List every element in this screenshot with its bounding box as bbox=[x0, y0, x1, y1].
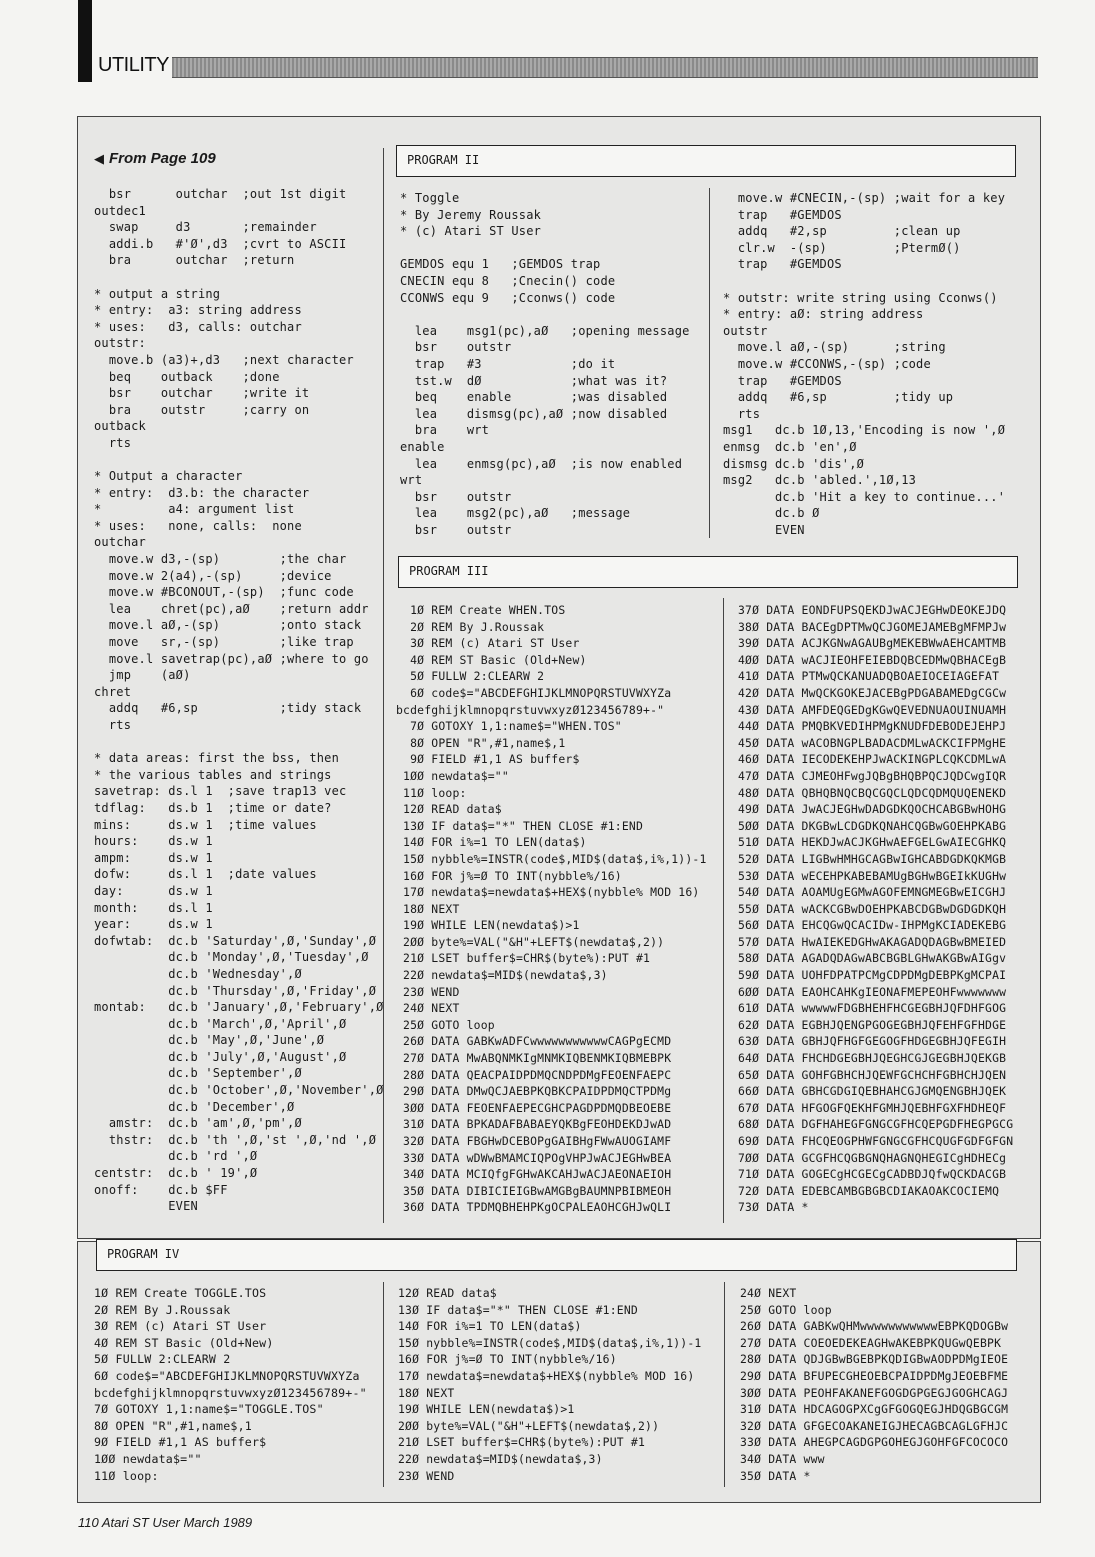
code-line: dismsg dc.b 'dis',Ø bbox=[723, 456, 865, 471]
code-line: dc.b 'March',Ø,'April',Ø bbox=[94, 1016, 347, 1031]
continuation-text: From Page 109 bbox=[109, 150, 216, 167]
code-line: dc.b 'October',Ø,'November',Ø bbox=[94, 1083, 384, 1098]
code-line: 68Ø DATA DGFHAHEGFGNGCGFHCQEPGDFHEGPGCG bbox=[738, 1117, 1014, 1132]
code-line: savetrap: ds.l 1 ;save trap13 vec bbox=[94, 784, 347, 799]
code-line: * the various tables and strings bbox=[94, 767, 332, 782]
code-line: * entry: d3.b: the character bbox=[94, 485, 310, 500]
code-line: 48Ø DATA QBHQBNQCBQCGQCLQDCQDMQUQENEKD bbox=[738, 785, 1007, 800]
code-line: 62Ø DATA EGBHJQENGPGOGEGBHJQFEHFGFHDGE bbox=[738, 1017, 1007, 1032]
code-line: 21Ø LSET buffer$=CHR$(byte%):PUT #1 bbox=[398, 1435, 646, 1450]
code-line: bsr outchar ;out 1st digit bbox=[94, 187, 347, 201]
code-line: 28Ø DATA QEACPAIDPDMQCNDPDMgFEOENFAEPC bbox=[396, 1067, 672, 1082]
code-line: 27Ø DATA COEOEDEKEAGHwAKEBPKQUGwQEBPK bbox=[740, 1335, 1002, 1350]
code-line: 23Ø WEND bbox=[396, 984, 460, 999]
code-line: move sr,-(sp) ;like trap bbox=[94, 635, 354, 650]
code-line: dc.b 'July',Ø,'August',Ø bbox=[94, 1049, 347, 1064]
code-line: 1ØØ newdata$="" bbox=[94, 1451, 202, 1466]
code-line: msg1 dc.b 1Ø,13,'Encoding is now ',Ø bbox=[723, 423, 1006, 438]
code-line: 57Ø DATA HwAIEKEDGHwAKAGADQDAGBwBMEIED bbox=[738, 934, 1007, 949]
code-line: move.l aØ,-(sp) ;string bbox=[723, 340, 946, 355]
code-line: 32Ø DATA GFGECOAKANEIGJHECAGBCAGLGFHJC bbox=[740, 1418, 1009, 1433]
code-line: * a4: argument list bbox=[94, 502, 295, 517]
code-line: 63Ø DATA GBHJQFHGFGEGOGFHDGEGBHJQFEGIH bbox=[738, 1034, 1007, 1049]
left-margin-rule bbox=[78, 0, 92, 82]
code-line: dc.b 'December',Ø bbox=[94, 1099, 295, 1114]
code-line: outchar bbox=[94, 535, 146, 550]
code-line bbox=[94, 452, 384, 469]
code-line: 14Ø FOR i%=1 TO LEN(data$) bbox=[398, 1319, 582, 1334]
program-ii-listing-left bbox=[400, 190, 690, 538]
code-line: dc.b 'Monday',Ø,'Tuesday',Ø bbox=[94, 950, 369, 965]
code-line: 3Ø REM (c) Atari ST User bbox=[94, 1319, 267, 1334]
code-line: 2ØØ byte%=VAL("&H"+LEFT$(newdata$,2)) bbox=[396, 934, 665, 949]
code-line: outdec1 bbox=[94, 203, 146, 218]
code-line: addq #2,sp ;clean up bbox=[723, 224, 961, 239]
code-line: day: ds.w 1 bbox=[94, 883, 213, 898]
code-line: 7Ø GOTOXY 1,1:name$="WHEN.TOS" bbox=[396, 719, 622, 734]
program-iii-listing-left bbox=[396, 602, 707, 1216]
code-line: ampm: ds.w 1 bbox=[94, 850, 213, 865]
code-line: lea dismsg(pc),aØ ;now disabled bbox=[400, 406, 668, 421]
code-line: 51Ø DATA HEKDJwACJKGHwAEFGELGwAIECGHKQ bbox=[738, 835, 1007, 850]
program-ii-listing-right bbox=[723, 190, 1005, 538]
code-line: 65Ø DATA GOHFGBHCHJQEWFGCHCHFGBHCHJQEN bbox=[738, 1067, 1007, 1082]
code-line: 38Ø DATA BACEgDPTMwQCJGOMEJAMEBgMFMPJw bbox=[738, 619, 1007, 634]
code-line: bcdefghijklmnopqrstuvwxyzØ123456789+-" bbox=[396, 702, 665, 717]
code-line: dc.b 'Thursday',Ø,'Friday',Ø bbox=[94, 983, 377, 998]
code-line: GEMDOS equ 1 ;GEMDOS trap bbox=[400, 257, 601, 272]
program-iii-title: PROGRAM III bbox=[398, 556, 1018, 588]
code-line: 23Ø WEND bbox=[398, 1468, 455, 1483]
code-line: bra outchar ;return bbox=[94, 253, 295, 268]
code-line: 29Ø DATA BFUPECGHEOEBCPAIDPDMgJEOEBFME bbox=[740, 1368, 1009, 1383]
code-line: 73Ø DATA * bbox=[738, 1200, 809, 1215]
code-line bbox=[400, 306, 690, 323]
code-line: month: ds.l 1 bbox=[94, 900, 213, 915]
code-line: dc.b Ø bbox=[723, 506, 820, 521]
code-line: 5ØØ DATA DKGBwLCDGDKQNAHCQGBwGOEHPKABG bbox=[738, 818, 1007, 833]
code-line: * (c) Atari ST User bbox=[400, 224, 542, 239]
code-line: 42Ø DATA MwQCKGOKEJACEBgPDGABAMEDgCGCw bbox=[738, 685, 1007, 700]
code-line: 17Ø newdata$=newdata$+HEX$(nybble% MOD 16) bbox=[396, 885, 700, 900]
code-line: EVEN bbox=[94, 1199, 198, 1214]
code-line: 49Ø DATA JwACJEGHwDADGDKQOCHCABGBwHOHG bbox=[738, 802, 1007, 817]
column-divider bbox=[383, 1282, 384, 1487]
code-line: 36Ø DATA TPDMQBHEHPKgOCPALEAOHCGHJwQLI bbox=[396, 1200, 672, 1215]
code-line: amstr: dc.b 'am',Ø,'pm',Ø bbox=[94, 1116, 302, 1131]
code-line: 37Ø DATA EONDFUPSQEKDJwACJEGHwDEOKEJDQ bbox=[738, 603, 1007, 617]
code-line: thstr: dc.b 'th ',Ø,'st ',Ø,'nd ',Ø bbox=[94, 1132, 377, 1147]
code-line: 59Ø DATA UOHFDPATPCMgCDPDMgDEBPKgMCPAI bbox=[738, 968, 1007, 983]
code-line: mins: ds.w 1 ;time values bbox=[94, 817, 317, 832]
code-line: jmp (aØ) bbox=[94, 668, 191, 683]
code-line: bsr outstr bbox=[400, 522, 512, 537]
code-line: outback bbox=[94, 419, 146, 434]
code-line: move.b (a3)+,d3 ;next character bbox=[94, 352, 354, 367]
code-line: 25Ø GOTO loop bbox=[740, 1302, 832, 1317]
code-line: 58Ø DATA AGADQDAGwABCBGBLGHwAKGBwAIGgv bbox=[738, 951, 1007, 966]
code-line: bsr outstr bbox=[400, 340, 512, 355]
code-line: lea msg2(pc),aØ ;message bbox=[400, 506, 631, 521]
code-line: 69Ø DATA FHCQEOGPHWFGNGCGFHCQUGFGDFGFGN bbox=[738, 1134, 1014, 1148]
code-line: 5Ø FULLW 2:CLEARW 2 bbox=[94, 1352, 231, 1367]
code-line: move.w d3,-(sp) ;the char bbox=[94, 552, 347, 567]
code-line: * output a string bbox=[94, 286, 221, 301]
code-line: msg2 dc.b 'abled.',1Ø,13 bbox=[723, 473, 917, 488]
code-line: 15Ø nybble%=INSTR(code$,MID$(data$,i%,1))-1 bbox=[398, 1335, 702, 1350]
code-line: 3ØØ DATA PEOHFAKANEFGOGDGPGEGJGOGHCAGJ bbox=[740, 1385, 1009, 1400]
code-line: 41Ø DATA PTMwQCKANUADQBOAEIOCEIAGEFAT bbox=[738, 669, 1000, 684]
code-line: 2ØØ byte%=VAL("&H"+LEFT$(newdata$,2)) bbox=[398, 1418, 660, 1433]
code-line: 26Ø DATA GABKwQHMwwwwwwwwwwwEBPKQDOGBw bbox=[740, 1319, 1009, 1334]
code-line: enmsg dc.b 'en',Ø bbox=[723, 439, 857, 454]
code-line: EVEN bbox=[723, 522, 805, 537]
code-line: dc.b 'May',Ø,'June',Ø bbox=[94, 1033, 325, 1048]
header-bar bbox=[172, 57, 1038, 78]
code-line: 13Ø IF data$="*" THEN CLOSE #1:END bbox=[398, 1302, 638, 1317]
code-line: centstr: dc.b ' 19',Ø bbox=[94, 1166, 258, 1181]
code-line: 27Ø DATA MwABQNMKIgMNMKIQBENMKIQBMEBPK bbox=[396, 1051, 672, 1066]
code-line: move.w #CCONWS,-(sp) ;code bbox=[723, 356, 931, 371]
code-line: CNECIN equ 8 ;Cnecin() code bbox=[400, 273, 616, 288]
code-line: swap d3 ;remainder bbox=[94, 220, 317, 235]
code-line: 6Ø code$="ABCDEFGHIJKLMNOPQRSTUVWXYZa bbox=[396, 685, 672, 700]
code-line: dc.b 'Hit a key to continue...' bbox=[723, 489, 1006, 504]
code-line: 39Ø DATA ACJKGNwAGAUBgMEKEBWwAEHCAMTMB bbox=[738, 636, 1007, 651]
code-line: dc.b 'Wednesday',Ø bbox=[94, 966, 302, 981]
code-line: 9Ø FIELD #1,1 AS buffer$ bbox=[396, 752, 580, 767]
program-iv-listing-col2 bbox=[398, 1285, 701, 1484]
section-label: UTILITY bbox=[98, 54, 169, 76]
code-line: dofw: ds.l 1 ;date values bbox=[94, 867, 317, 882]
code-line: 13Ø IF data$="*" THEN CLOSE #1:END bbox=[396, 818, 644, 833]
code-line: 8Ø OPEN "R",#1,name$,1 bbox=[396, 735, 566, 750]
code-line: bcdefghijklmnopqrstuvwxyzØ123456789+-" bbox=[94, 1385, 367, 1400]
code-line: 26Ø DATA GABKwADFCwwwwwwwwwwwCAGPgECMD bbox=[396, 1034, 672, 1049]
code-line: 24Ø NEXT bbox=[740, 1286, 797, 1300]
code-line bbox=[400, 240, 690, 257]
code-line: dofwtab: dc.b 'Saturday',Ø,'Sunday',Ø bbox=[94, 933, 377, 948]
code-line bbox=[94, 734, 384, 751]
code-line: rts bbox=[723, 406, 761, 421]
code-line: 31Ø DATA BPKADAFBABAEYQKBgFEOHDEKDJwAD bbox=[396, 1117, 672, 1132]
column-divider bbox=[723, 598, 724, 1223]
code-line: 71Ø DATA GOGECgHCGECgCADBDJQfwQCKDACGB bbox=[738, 1167, 1007, 1182]
code-line: 3ØØ DATA FEOENFAEPECGHCPAGDPDMQDBEOEBE bbox=[396, 1100, 672, 1115]
code-line: addq #6,sp ;tidy stack bbox=[94, 701, 362, 716]
code-line: 19Ø WHILE LEN(newdata$)>1 bbox=[398, 1402, 575, 1417]
code-line: bsr outchar ;write it bbox=[94, 386, 310, 401]
code-line bbox=[723, 273, 1005, 290]
code-line: 34Ø DATA www bbox=[740, 1451, 825, 1466]
code-line: 19Ø WHILE LEN(newdata$)>1 bbox=[396, 918, 580, 933]
code-line: addq #6,sp ;tidy up bbox=[723, 390, 954, 405]
program-iv-title: PROGRAM IV bbox=[96, 1239, 1017, 1271]
code-line: 1ØØ newdata$="" bbox=[396, 768, 509, 783]
code-line: 29Ø DATA DMwQCJAEBPKQBKCPAIDPDMQCTPDMg bbox=[396, 1084, 672, 1099]
code-line: hours: ds.w 1 bbox=[94, 834, 213, 849]
code-line: move.l savetrap(pc),aØ ;where to go bbox=[94, 651, 369, 666]
code-line: * Toggle bbox=[400, 191, 460, 205]
code-line: trap #GEMDOS bbox=[723, 207, 842, 222]
code-line: 4ØØ DATA wACJIEOHFEIEBDQBCEDMwQBHACEgB bbox=[738, 652, 1007, 667]
code-line: 18Ø NEXT bbox=[396, 901, 460, 916]
program-iii-listing-right bbox=[738, 602, 1013, 1216]
code-line: 1Ø REM Create WHEN.TOS bbox=[396, 603, 566, 617]
column-divider bbox=[709, 188, 710, 538]
code-line: rts bbox=[94, 718, 132, 732]
code-line: tdflag: ds.b 1 ;time or date? bbox=[94, 800, 332, 815]
code-line: * outstr: write string using Cconws() bbox=[723, 290, 998, 305]
code-line: * entry: a3: string address bbox=[94, 303, 302, 318]
code-line: 6ØØ DATA EAOHCAHKgIEONAFMEPEOHFwwwwwww bbox=[738, 984, 1007, 999]
code-line: beq enable ;was disabled bbox=[400, 390, 668, 405]
code-line: 5Ø FULLW 2:CLEARW 2 bbox=[396, 669, 545, 684]
code-line: move.w #CNECIN,-(sp) ;wait for a key bbox=[723, 191, 1006, 205]
code-line: 7Ø GOTOXY 1,1:name$="TOGGLE.TOS" bbox=[94, 1402, 324, 1417]
code-line: 12Ø READ data$ bbox=[398, 1286, 497, 1300]
code-line: * Output a character bbox=[94, 469, 243, 484]
assembly-listing-continued bbox=[94, 186, 384, 1215]
code-line: 16Ø FOR j%=Ø TO INT(nybble%/16) bbox=[398, 1352, 617, 1367]
program-ii-title: PROGRAM II bbox=[396, 145, 1016, 177]
code-line: 34Ø DATA MCIQfgFGHwAKCAHJwACJAEONAEIOH bbox=[396, 1167, 672, 1182]
code-line: 14Ø FOR i%=1 TO LEN(data$) bbox=[396, 835, 587, 850]
code-line: 32Ø DATA FBGHwDCEBOPgGAIBHgFWwAUOGIAMF bbox=[396, 1134, 672, 1148]
code-line: 3Ø REM (c) Atari ST User bbox=[396, 636, 580, 651]
code-line: 4Ø REM ST Basic (Old+New) bbox=[94, 1335, 274, 1350]
code-line: 55Ø DATA wACKCGBwDOEHPKABCDGBwDGDGDKQH bbox=[738, 901, 1007, 916]
code-line: chret bbox=[94, 684, 132, 699]
code-line: 25Ø GOTO loop bbox=[396, 1017, 495, 1032]
code-line: 2Ø REM By J.Roussak bbox=[94, 1302, 231, 1317]
code-line: 54Ø DATA AOAMUgEGMwAGOFEMNGMEGBwEICGHJ bbox=[738, 885, 1007, 900]
code-line: 47Ø DATA CJMEOHFwgJQBgBHQBPQCJQDCwgIQR bbox=[738, 768, 1007, 783]
column-divider bbox=[724, 1282, 725, 1487]
left-arrow-icon: ◀ bbox=[94, 151, 104, 166]
code-line: 35Ø DATA DIBICIEIGBwAMGBgBAUMNPBIBMEOH bbox=[396, 1183, 672, 1198]
code-line: 6Ø code$="ABCDEFGHIJKLMNOPQRSTUVWXYZa bbox=[94, 1368, 360, 1383]
code-line: trap #GEMDOS bbox=[723, 257, 842, 272]
code-line: CCONWS equ 9 ;Cconws() code bbox=[400, 290, 616, 305]
code-line: 33Ø DATA AHEGPCAGDGPGOHEGJGOHFGFCOCOCO bbox=[740, 1435, 1009, 1450]
code-line: 52Ø DATA LIGBwHMHGCAGBwIGHCABDGDKQKMGB bbox=[738, 851, 1007, 866]
code-line: bsr outstr bbox=[400, 489, 512, 504]
continuation-label bbox=[94, 150, 216, 167]
program-iv-listing-col1 bbox=[94, 1285, 367, 1484]
code-line: 16Ø FOR j%=Ø TO INT(nybble%/16) bbox=[396, 868, 622, 883]
code-line: bra outstr ;carry on bbox=[94, 402, 310, 417]
code-line: 45Ø DATA wACOBNGPLBADACDMLwACKCIFPMgHE bbox=[738, 735, 1007, 750]
program-iv-listing-col3 bbox=[740, 1285, 1008, 1484]
code-line: beq outback ;done bbox=[94, 369, 280, 384]
code-line: * By Jeremy Roussak bbox=[400, 207, 542, 222]
code-line: trap #GEMDOS bbox=[723, 373, 842, 388]
code-line: 33Ø DATA wDWwBMAMCIQPOgVHPJwACJEGHwBEA bbox=[396, 1150, 672, 1165]
code-line: montab: dc.b 'January',Ø,'February',Ø bbox=[94, 1000, 384, 1015]
code-line: move.w #BCONOUT,-(sp) ;func code bbox=[94, 585, 354, 600]
code-line: 1Ø REM Create TOGGLE.TOS bbox=[94, 1286, 267, 1300]
code-line: 46Ø DATA IECODEKEHPJwACKINGPLCQKCDMLwA bbox=[738, 752, 1007, 767]
code-line: 7ØØ DATA GCGFHCQGBGNQHAGNQHEGICgHDHECg bbox=[738, 1150, 1007, 1165]
code-line: bra wrt bbox=[400, 423, 490, 438]
page-footer: 110 Atari ST User March 1989 bbox=[78, 1515, 253, 1530]
code-line: lea msg1(pc),aØ ;opening message bbox=[400, 323, 690, 338]
code-line: 9Ø FIELD #1,1 AS buffer$ bbox=[94, 1435, 267, 1450]
code-line: wrt bbox=[400, 473, 423, 488]
code-line: 12Ø READ data$ bbox=[396, 802, 502, 817]
code-line: clr.w -(sp) ;PtermØ() bbox=[723, 240, 961, 255]
code-line: outstr: bbox=[94, 336, 146, 351]
code-line: 67Ø DATA HFGOGFQEKHFGMHJQEBHFGXFHDHEQF bbox=[738, 1100, 1007, 1115]
code-line: 24Ø NEXT bbox=[396, 1001, 460, 1016]
code-line: move.l aØ,-(sp) ;onto stack bbox=[94, 618, 362, 633]
code-line: 44Ø DATA PMQBKVEDIHPMgKNUDFDEBODEJEHPJ bbox=[738, 719, 1007, 734]
code-line: 22Ø newdata$=MID$(newdata$,3) bbox=[398, 1451, 603, 1466]
code-line: 11Ø loop: bbox=[396, 785, 467, 800]
code-line: addi.b #'Ø',d3 ;cvrt to ASCII bbox=[94, 236, 347, 251]
code-line: 11Ø loop: bbox=[94, 1468, 159, 1483]
code-line: outstr bbox=[723, 323, 768, 338]
code-line: enable bbox=[400, 439, 445, 454]
code-line: * data areas: first the bss, then bbox=[94, 751, 340, 766]
code-line: rts bbox=[94, 435, 132, 450]
code-line: 22Ø newdata$=MID$(newdata$,3) bbox=[396, 968, 608, 983]
code-line: 64Ø DATA FHCHDGEGBHJQEGHCGJGEGBHJQEKGB bbox=[738, 1051, 1007, 1066]
code-line: trap #3 ;do it bbox=[400, 356, 616, 371]
code-line: 56Ø DATA EHCQGwQCACIDw-IHPMgKCIADEKEBG bbox=[738, 918, 1007, 933]
code-line: 4Ø REM ST Basic (Old+New) bbox=[396, 652, 587, 667]
code-line: 53Ø DATA wECEHPKABEBAMUgBGHwBGEIkKUGHw bbox=[738, 868, 1007, 883]
code-line: 18Ø NEXT bbox=[398, 1385, 455, 1400]
code-line: * entry: aØ: string address bbox=[723, 307, 924, 322]
code-line: 35Ø DATA * bbox=[740, 1468, 811, 1483]
code-line: 21Ø LSET buffer$=CHR$(byte%):PUT #1 bbox=[396, 951, 651, 966]
code-line: 2Ø REM By J.Roussak bbox=[396, 619, 545, 634]
code-line: dc.b 'rd ',Ø bbox=[94, 1149, 258, 1164]
code-line: 17Ø newdata$=newdata$+HEX$(nybble% MOD 16) bbox=[398, 1368, 695, 1383]
code-line: 61Ø DATA wwwwwFDGBHEHFHCGEGBHJQFDHFGOG bbox=[738, 1001, 1007, 1016]
code-line: 8Ø OPEN "R",#1,name$,1 bbox=[94, 1418, 252, 1433]
code-line: * uses: none, calls: none bbox=[94, 518, 302, 533]
code-line: lea chret(pc),aØ ;return addr bbox=[94, 601, 369, 616]
code-line: dc.b 'September',Ø bbox=[94, 1066, 302, 1081]
code-line: 72Ø DATA EDEBCAMBGBGBCDIAKAOAKCOCIEMQ bbox=[738, 1183, 1000, 1198]
code-line: onoff: dc.b $FF bbox=[94, 1182, 228, 1197]
code-line: 31Ø DATA HDCAGOGPXCgGFGOGQEGJHDQGBGCGM bbox=[740, 1402, 1009, 1417]
code-line: move.w 2(a4),-(sp) ;device bbox=[94, 568, 332, 583]
code-line: tst.w dØ ;what was it? bbox=[400, 373, 668, 388]
code-line: * uses: d3, calls: outchar bbox=[94, 319, 302, 334]
code-line bbox=[94, 269, 384, 286]
code-line: year: ds.w 1 bbox=[94, 917, 213, 932]
code-line: 28Ø DATA QDJGBwBGEBPKQDIGBwAODPDMgIEOE bbox=[740, 1352, 1009, 1367]
code-line: 66Ø DATA GBHCGDGIQEBHAHCGJGMQENGBHJQEK bbox=[738, 1084, 1007, 1099]
code-line: 15Ø nybble%=INSTR(code$,MID$(data$,i%,1))-1 bbox=[396, 851, 707, 866]
code-line: lea enmsg(pc),aØ ;is now enabled bbox=[400, 456, 683, 471]
code-line: 43Ø DATA AMFDEQGEDgKGwQEVEDNUAOUINUAMH bbox=[738, 702, 1007, 717]
